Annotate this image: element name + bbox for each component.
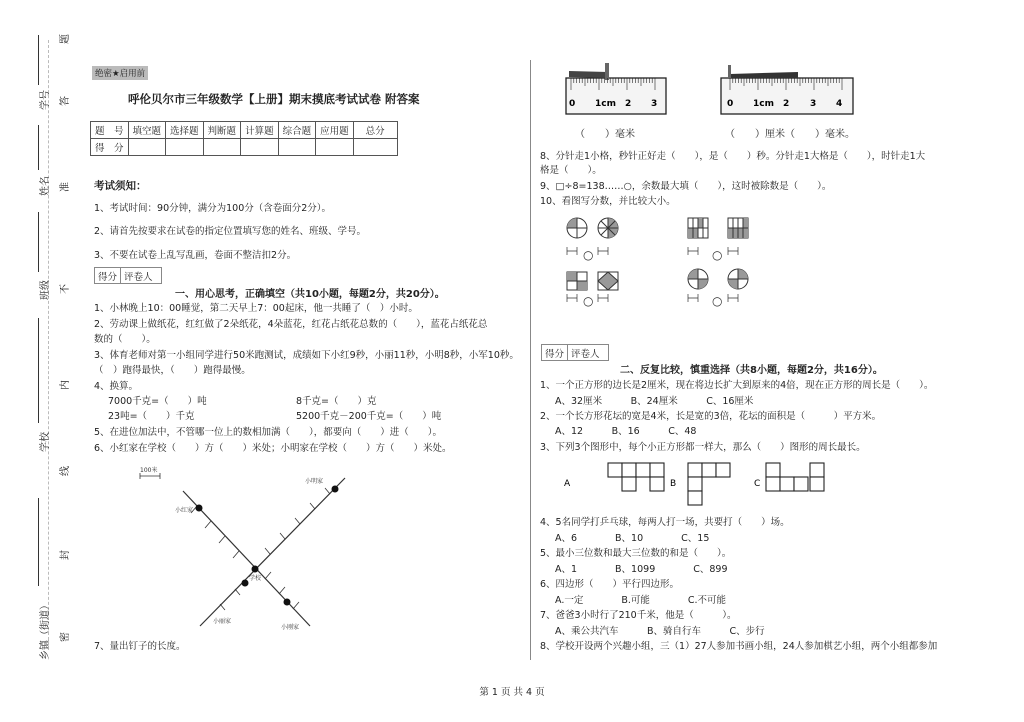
map-label: 小红家 — [175, 507, 194, 514]
margin-label: 准 — [60, 182, 71, 192]
question: 2、一个长方形花坛的宽是4米，长是宽的3倍，花坛的面积是（ ）平方米。 — [540, 411, 882, 422]
score-row-label: 得 分 — [91, 139, 129, 156]
ruler-nail-b — [718, 60, 858, 115]
ruler-nail-a — [563, 60, 673, 115]
question: 4、5名同学打乒乓球，每两人打一场，共要打（ ）场。 — [540, 517, 790, 528]
question: 10、看图写分数，并比较大小。 — [540, 196, 676, 207]
map-label: 小丽家 — [213, 618, 232, 625]
square-shapes — [560, 460, 850, 510]
compare-symbol: ○ — [583, 294, 594, 308]
fold-line — [48, 40, 49, 650]
ruler-tick-label: 3 — [810, 99, 817, 109]
ruler-tick-label: 2 — [783, 99, 790, 109]
map-label: 小明家 — [305, 478, 324, 485]
score-cell[interactable] — [203, 139, 241, 156]
question: 7、量出钉子的长度。 — [94, 641, 186, 652]
conversion: 8千克=（ ）克 — [296, 396, 377, 407]
conversion: 5200千克－200千克=（ ）吨 — [296, 411, 442, 422]
ruler-tick-label: 1cm — [595, 99, 616, 109]
grader-reviewer-label: 评卷人 — [124, 272, 153, 283]
section2-title: 二、反复比较，慎重选择（共8小题，每题2分，共16分）。 — [620, 365, 883, 376]
grader-score-label: 得分 — [95, 268, 121, 283]
score-header: 选择题 — [166, 122, 204, 139]
score-header: 应用题 — [316, 122, 354, 139]
question: 数的（ ）。 — [94, 334, 156, 345]
option: A、12 B、16 C、48 — [555, 426, 697, 437]
score-cell[interactable] — [166, 139, 204, 156]
map-scale-label: 100米 — [140, 467, 158, 474]
secret-tag: 绝密★启用前 — [92, 66, 148, 80]
margin-label: 密 — [60, 632, 71, 642]
margin-label: 不 — [60, 284, 71, 294]
question: 5、在进位加法中，不管哪一位上的数相加满（ ），都要向（ ）进（ ）。 — [94, 427, 443, 438]
score-header: 判断题 — [203, 122, 241, 139]
margin-label: 内 — [60, 380, 71, 390]
question: 1、一个正方形的边长是2厘米，现在将边长扩大到原来的4倍，现在正方形的周长是（ ）。 — [540, 380, 934, 391]
direction-map — [135, 466, 375, 641]
question: 2、劳动课上做纸花，红红做了2朵纸花，4朵蓝花，红花占纸花总数的（ ），蓝花占纸花总 — [94, 319, 488, 330]
ruler-tick-label: 4 — [836, 99, 843, 109]
score-cell[interactable] — [128, 139, 166, 156]
column-divider — [530, 60, 531, 660]
question: 格是（ ）。 — [540, 165, 602, 176]
question: 7、爸爸3小时行了210千米，他是（ ）。 — [540, 610, 737, 621]
question: 6、小红家在学校（ ）方（ ）米处；小明家在学校（ ）方（ ）米处。 — [94, 443, 452, 454]
ruler-tick-label: 3 — [651, 99, 658, 109]
question: 3、体育老师对第一小组同学进行50米跑测试，成绩如下小红9秒，小丽11秒，小明8秒，小军10秒。 — [94, 350, 519, 361]
score-header: 计算题 — [241, 122, 279, 139]
ruler-tick-label: 1cm — [753, 99, 774, 109]
score-cell[interactable] — [353, 139, 397, 156]
notice-item: 3、不要在试卷上乱写乱画，卷面不整洁扣2分。 — [94, 250, 297, 261]
score-header: 填空题 — [128, 122, 166, 139]
notice-item: 1、考试时间：90分钟，满分为100分（含卷面分2分）。 — [94, 203, 332, 214]
question: 4、换算。 — [94, 381, 139, 392]
margin-label: 姓名 — [40, 176, 51, 196]
option: A、32厘米 B、24厘米 C、16厘米 — [555, 396, 754, 407]
question: 6、四边形（ ）平行四边形。 — [540, 579, 680, 590]
page-footer: 第 1 页 共 4 页 — [479, 687, 545, 698]
score-header: 题 号 — [91, 122, 129, 139]
question: 8、学校开设两个兴趣小组，三（1）27人参加书画小组，24人参加棋艺小组，两个小组都参加 — [540, 641, 938, 652]
notice-title: 考试须知： — [94, 180, 147, 192]
question: 9、□÷8=138……○，余数最大填（ ），这时被除数是（ ）。 — [540, 181, 832, 192]
option: A、1 B、1099 C、899 — [555, 564, 728, 575]
grader-score-label: 得分 — [542, 345, 568, 360]
ruler-tick-label: 0 — [727, 99, 734, 109]
score-header: 总分 — [353, 122, 397, 139]
option: A、6 B、10 C、15 — [555, 533, 710, 544]
option: A.一定 B.可能 C.不可能 — [555, 595, 727, 606]
notice-item: 2、请首先按要求在试卷的指定位置填写您的姓名、班级、学号。 — [94, 226, 367, 237]
margin-label: 封 — [60, 550, 71, 560]
score-cell[interactable] — [278, 139, 316, 156]
fraction-figures — [565, 217, 765, 312]
question: （ ）跑得最快，（ ）跑得最慢。 — [94, 365, 251, 376]
compare-symbol: ○ — [583, 248, 594, 262]
question: 1、小林晚上10：00睡觉，第二天早上7：00起床，他一共睡了（ ）小时。 — [94, 303, 418, 314]
ruler-tick-label: 2 — [625, 99, 632, 109]
grader-box — [94, 267, 162, 284]
margin-label: 班级 — [40, 280, 51, 300]
section1-title: 一、用心思考，正确填空（共10小题，每题2分，共20分）。 — [175, 289, 445, 300]
grader-reviewer-label: 评卷人 — [571, 349, 600, 360]
margin-label: 题 — [60, 34, 71, 44]
ruler-tick-label: 0 — [569, 99, 576, 109]
margin-label: 学校 — [40, 432, 51, 452]
ruler-answer: （ ）毫米 — [575, 129, 635, 140]
page-title: 呼伦贝尔市三年级数学【上册】期末摸底考试试卷 附答案 — [128, 92, 420, 106]
question: 5、最小三位数和最大三位数的和是（ ）。 — [540, 548, 732, 559]
question: 3、下列3个图形中，每个小正方形都一样大，那么（ ）图形的周长最长。 — [540, 442, 866, 453]
score-table — [90, 121, 398, 156]
conversion: 7000千克=（ ）吨 — [108, 396, 207, 407]
margin-label: 线 — [60, 466, 71, 476]
compare-symbol: ○ — [712, 294, 723, 308]
option: A、乘公共汽车 B、骑自行车 C、步行 — [555, 626, 765, 637]
map-label: 小刚家 — [281, 624, 300, 631]
margin-label: 学号 — [40, 90, 51, 110]
ruler-answer: （ ）厘米（ ）毫米。 — [725, 129, 855, 140]
grader-box — [541, 344, 609, 361]
score-cell[interactable] — [316, 139, 354, 156]
shape-label: A — [564, 479, 571, 489]
conversion: 23吨=（ ）千克 — [108, 411, 195, 422]
margin-label: 答 — [60, 96, 71, 106]
map-label: 学校 — [249, 575, 262, 582]
compare-symbol: ○ — [712, 248, 723, 262]
shape-label: B — [670, 479, 677, 489]
score-header: 综合题 — [278, 122, 316, 139]
shape-label: C — [754, 479, 761, 489]
score-cell[interactable] — [241, 139, 279, 156]
margin-label: 乡镇（街道） — [40, 600, 51, 660]
question: 8、分针走1小格，秒针正好走（ ），是（ ）秒。分针走1大格是（ ），时针走1大 — [540, 151, 926, 162]
